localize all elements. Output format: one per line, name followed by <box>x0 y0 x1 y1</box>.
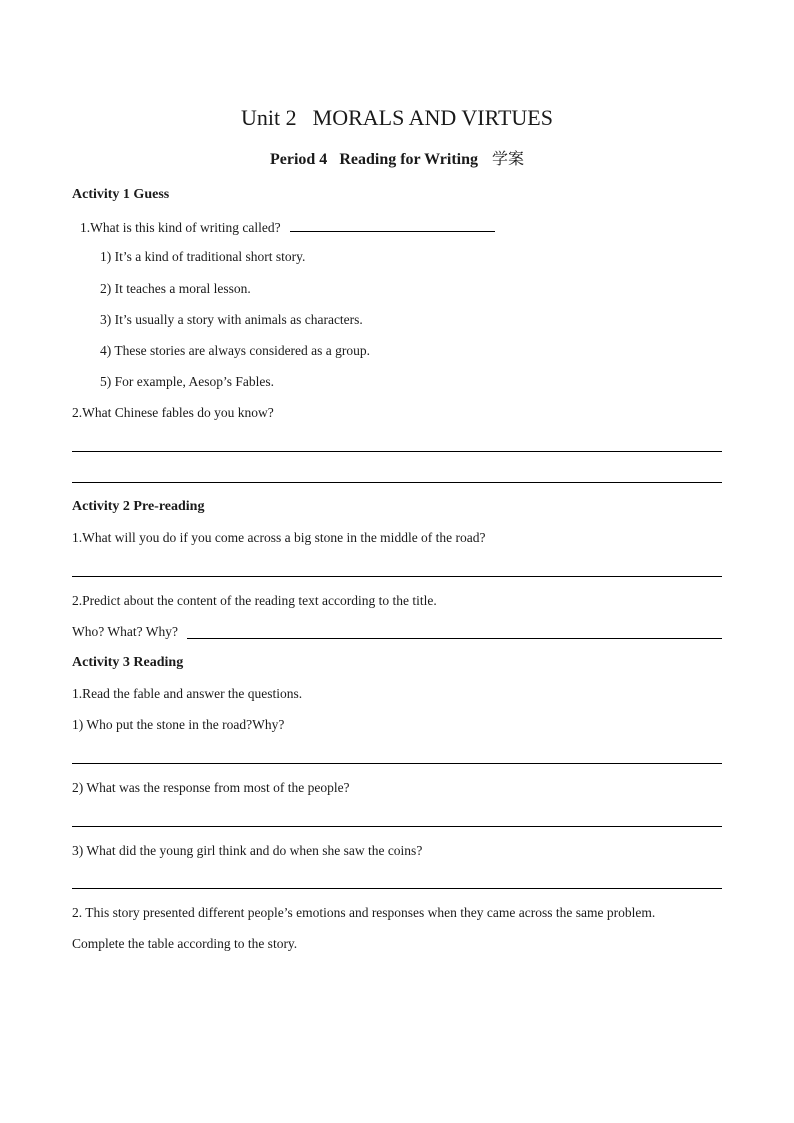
clue-item: 4) These stories are always considered as a group. <box>100 343 371 358</box>
activity1-question1-text: 1.What is this kind of writing called? <box>80 220 281 235</box>
activity2-question1: 1.What will you do if you come across a big stone in the middle of the road? <box>72 530 486 545</box>
activity2-prompt: Who? What? Why? <box>72 624 178 639</box>
activity1-heading: Activity 1 Guess <box>72 187 170 202</box>
page-subtitle <box>0 149 794 170</box>
unit-number: Unit 2 <box>241 105 297 130</box>
reading-question: 1) Who put the stone in the road?Why? <box>72 717 285 732</box>
activity3-heading: Activity 3 Reading <box>72 655 184 670</box>
clue-item: 3) It’s usually a story with animals as characters. <box>100 312 363 327</box>
answer-line[interactable] <box>72 826 722 827</box>
answer-blank[interactable] <box>290 217 495 232</box>
answer-line[interactable] <box>187 638 722 639</box>
clue-item: 5) For example, Aesop’s Fables. <box>100 374 274 389</box>
clue-item: 1) It’s a kind of traditional short story. <box>100 249 306 264</box>
unit-title: MORALS AND VIRTUES <box>312 105 553 130</box>
activity3-intro: 1.Read the fable and answer the questions. <box>72 686 303 701</box>
answer-line[interactable] <box>72 451 722 452</box>
activity3-task2-line2: Complete the table according to the story. <box>72 936 298 951</box>
period-number: Period 4 <box>269 151 328 168</box>
activity3-task2-line1: 2. This story presented different people’s emotions and responses when they came across the same problem. <box>72 905 656 920</box>
clue-item: 2) It teaches a moral lesson. <box>100 281 251 296</box>
reading-question: 3) What did the young girl think and do when she saw the coins? <box>72 843 423 858</box>
answer-line[interactable] <box>72 576 722 577</box>
answer-line[interactable] <box>72 888 722 889</box>
activity1-question2: 2.What Chinese fables do you know? <box>72 405 274 420</box>
activity1-question1 <box>80 217 495 237</box>
activity2-question2: 2.Predict about the content of the reading text according to the title. <box>72 593 437 608</box>
activity2-heading: Activity 2 Pre-reading <box>72 499 205 514</box>
reading-question: 2) What was the response from most of the people? <box>72 780 350 795</box>
period-title: Reading for Writing <box>339 151 478 168</box>
page-title <box>0 104 794 132</box>
answer-line[interactable] <box>72 763 722 764</box>
answer-line[interactable] <box>72 482 722 483</box>
worksheet-label: 学案 <box>492 149 525 168</box>
